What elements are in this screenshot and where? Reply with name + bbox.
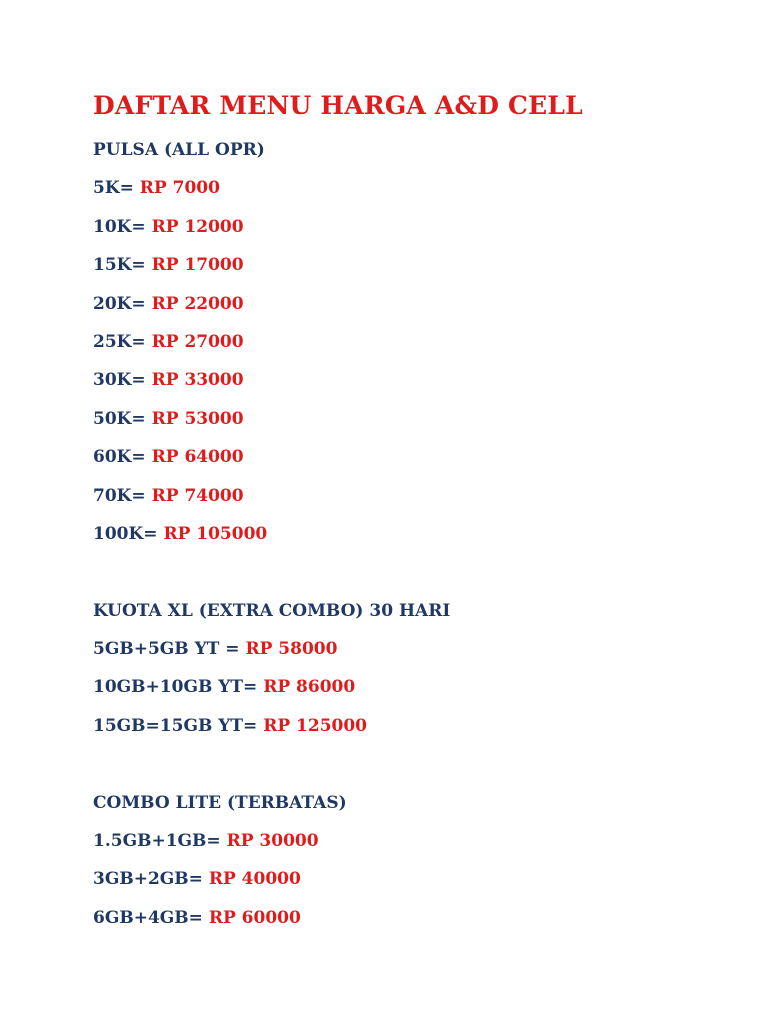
- item-price: RP 125000: [263, 715, 368, 736]
- item-price: RP 30000: [226, 831, 319, 852]
- item-label: 30K=: [93, 370, 152, 391]
- item-label: 10K=: [93, 216, 152, 237]
- item-price: RP 12000: [151, 216, 244, 237]
- price-line: [93, 831, 733, 851]
- price-line: [93, 294, 733, 314]
- section-heading-pulsa: PULSA (ALL OPR): [93, 140, 265, 160]
- item-label: 100K=: [93, 523, 164, 544]
- section-spacer: [93, 754, 733, 792]
- price-line: [93, 255, 733, 275]
- item-label: 5K=: [93, 178, 140, 199]
- price-line: [93, 677, 733, 697]
- item-price: RP 7000: [139, 178, 220, 199]
- item-price: RP 40000: [208, 869, 301, 890]
- price-line: [93, 178, 733, 198]
- price-line: [93, 869, 733, 889]
- item-price: RP 53000: [151, 408, 244, 429]
- item-label: 25K=: [93, 331, 152, 352]
- item-label: 15K=: [93, 255, 152, 276]
- item-label: 1.5GB+1GB=: [93, 831, 227, 852]
- document-title: DAFTAR MENU HARGA A&D CELL: [93, 91, 583, 120]
- item-label: 10GB+10GB YT=: [93, 677, 264, 698]
- section-spacer: [93, 562, 733, 600]
- item-label: 50K=: [93, 408, 152, 429]
- item-price: RP 64000: [151, 447, 244, 468]
- item-label: 70K=: [93, 485, 152, 506]
- item-price: RP 17000: [151, 255, 244, 276]
- item-label: 60K=: [93, 447, 152, 468]
- item-price: RP 74000: [151, 485, 244, 506]
- item-price: RP 27000: [151, 331, 244, 352]
- price-line: [93, 486, 733, 506]
- item-price: RP 33000: [151, 370, 244, 391]
- document-page: [93, 88, 733, 946]
- price-line: [93, 908, 733, 928]
- item-label: 20K=: [93, 293, 152, 314]
- price-line: [93, 716, 733, 736]
- item-label: 6GB+4GB=: [93, 907, 209, 928]
- price-line: [93, 217, 733, 237]
- price-line: [93, 409, 733, 429]
- price-line: [93, 447, 733, 467]
- item-price: RP 22000: [151, 293, 244, 314]
- item-price: RP 105000: [163, 523, 268, 544]
- item-price: RP 58000: [245, 639, 338, 660]
- item-label: 15GB=15GB YT=: [93, 715, 264, 736]
- item-label: 3GB+2GB=: [93, 869, 209, 890]
- section-heading-combo-lite: COMBO LITE (TERBATAS): [93, 792, 347, 813]
- price-line: [93, 370, 733, 390]
- price-line: [93, 524, 733, 544]
- item-label: 5GB+5GB YT =: [93, 639, 246, 660]
- item-price: RP 60000: [208, 907, 301, 928]
- price-line: [93, 639, 733, 659]
- section-heading-kuota-xl: KUOTA XL (EXTRA COMBO) 30 HARI: [93, 600, 451, 621]
- item-price: RP 86000: [263, 677, 356, 698]
- price-line: [93, 332, 733, 352]
